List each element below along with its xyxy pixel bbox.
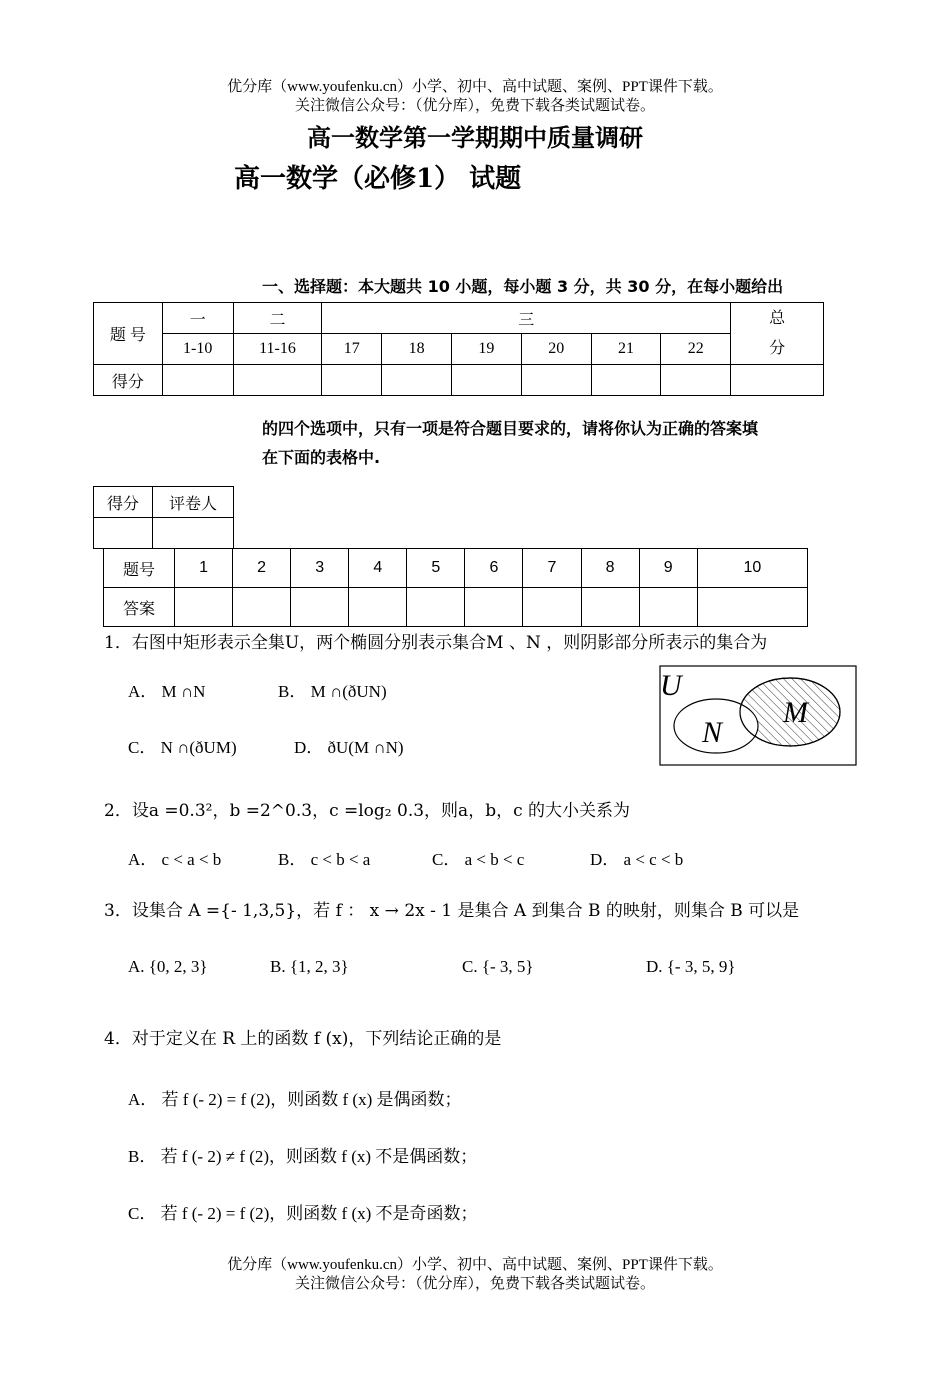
score-table-total xyxy=(731,303,824,365)
question-3-stem: 3．设集合 A ={- 1,3,5}，若 f ： x → 2x - 1 是集合 A 到集合 B 的映射，则集合 B 可以是 xyxy=(104,901,800,921)
section1-intro-a: 一、选择题：本大题共 10 小题，每小题 3 分，共 30 分，在每小题给出 xyxy=(262,277,784,296)
score-table-group-1: 一 xyxy=(162,303,233,334)
question-3-option-c: C. {- 3, 5} xyxy=(462,957,534,976)
answer-number: 3 xyxy=(291,549,349,588)
score-table-row-label: 题 号 xyxy=(94,303,163,365)
answer-cell[interactable] xyxy=(523,588,581,627)
score-row-label: 得分 xyxy=(94,365,163,396)
score-col: 22 xyxy=(661,334,731,365)
question-1-stem: 1．右图中矩形表示全集U，两个椭圆分别表示集合M 、N ，则阴影部分所表示的集合为 xyxy=(104,633,768,653)
question-4-option-a: A． 若 f (- 2) = f (2)，则函数 f (x) 是偶函数； xyxy=(128,1090,462,1109)
question-1-option-b: B． M ∩(ðUN) xyxy=(278,682,387,701)
score-table-group-2: 二 xyxy=(233,303,322,334)
score-cell[interactable] xyxy=(382,365,452,396)
question-4-option-b: B． 若 f (- 2) ≠ f (2)，则函数 f (x) 不是偶函数； xyxy=(128,1147,478,1166)
score-cell[interactable] xyxy=(521,365,591,396)
score-col: 20 xyxy=(521,334,591,365)
label-n: N xyxy=(702,716,723,749)
answer-number: 10 xyxy=(697,549,807,588)
question-4-stem: 4．对于定义在 R 上的函数 f (x)，下列结论正确的是 xyxy=(104,1029,502,1049)
question-1-option-c: C． N ∩(ðUM) xyxy=(128,738,237,757)
score-cell[interactable] xyxy=(591,365,661,396)
header-line-1: 优分库（www.youfenku.cn）小学、初中、高中试题、案例、PPT课件下载。 xyxy=(227,79,723,95)
answer-cell[interactable] xyxy=(581,588,639,627)
footer-line-2: 关注微信公众号：（优分库），免费下载各类试题试卷。 xyxy=(294,1276,655,1292)
label-m: M xyxy=(783,696,808,729)
score-table-group-3: 三 xyxy=(322,303,731,334)
grader-score-label: 得分 xyxy=(94,487,153,518)
page-subtitle: 高一数学（必修1） 试题 xyxy=(234,164,522,194)
answer-number: 5 xyxy=(407,549,465,588)
question-1-option-a: A． M ∩N xyxy=(128,682,206,701)
answer-row-label: 答案 xyxy=(104,588,175,627)
header-line-2: 关注微信公众号：（优分库），免费下载各类试题试卷。 xyxy=(294,98,655,114)
score-cell[interactable] xyxy=(322,365,382,396)
score-col: 11-16 xyxy=(233,334,322,365)
question-3-option-a: A. {0, 2, 3} xyxy=(128,957,208,976)
question-2-option-d: D． a < c < b xyxy=(590,850,684,869)
question-2-option-b: B． c < b < a xyxy=(278,850,371,869)
score-col: 17 xyxy=(322,334,382,365)
section1-intro-c: 在下面的表格中. xyxy=(262,448,381,467)
venn-diagram xyxy=(658,664,858,768)
grader-table xyxy=(93,486,234,549)
answer-cell[interactable] xyxy=(349,588,407,627)
answer-cell[interactable] xyxy=(175,588,233,627)
answer-number: 6 xyxy=(465,549,523,588)
answer-cell[interactable] xyxy=(639,588,697,627)
question-4-option-c: C． 若 f (- 2) = f (2)，则函数 f (x) 不是奇函数； xyxy=(128,1204,478,1223)
score-cell[interactable] xyxy=(452,365,522,396)
answer-table xyxy=(103,548,808,627)
score-cell[interactable] xyxy=(233,365,322,396)
answer-cell[interactable] xyxy=(697,588,807,627)
answer-table-label: 题号 xyxy=(104,549,175,588)
question-2-stem: 2．设a =0.3²，b =2^0.3，c =log₂ 0.3，则a，b，c 的大小关系为 xyxy=(104,801,630,821)
answer-cell[interactable] xyxy=(465,588,523,627)
question-2-option-c: C． a < b < c xyxy=(432,850,525,869)
score-cell[interactable] xyxy=(162,365,233,396)
answer-number: 4 xyxy=(349,549,407,588)
answer-cell[interactable] xyxy=(233,588,291,627)
question-3-option-d: D. {- 3, 5, 9} xyxy=(646,957,736,976)
answer-number: 2 xyxy=(233,549,291,588)
answer-number: 9 xyxy=(639,549,697,588)
score-col: 21 xyxy=(591,334,661,365)
score-col: 1-10 xyxy=(162,334,233,365)
answer-number: 8 xyxy=(581,549,639,588)
grader-score-cell[interactable] xyxy=(94,518,153,549)
question-1-option-d: D． ðU(M ∩N) xyxy=(294,738,404,757)
total-label-b: 分 xyxy=(769,339,786,357)
answer-number: 7 xyxy=(523,549,581,588)
answer-cell[interactable] xyxy=(291,588,349,627)
score-table xyxy=(93,302,824,396)
grader-name-cell[interactable] xyxy=(153,518,234,549)
question-3-option-b: B. {1, 2, 3} xyxy=(270,957,349,976)
score-cell[interactable] xyxy=(661,365,731,396)
answer-cell[interactable] xyxy=(407,588,465,627)
question-2-option-a: A． c < a < b xyxy=(128,850,222,869)
grader-label: 评卷人 xyxy=(153,487,234,518)
score-cell[interactable] xyxy=(731,365,824,396)
page-title: 高一数学第一学期期中质量调研 xyxy=(307,123,643,152)
score-col: 18 xyxy=(382,334,452,365)
footer-line-1: 优分库（www.youfenku.cn）小学、初中、高中试题、案例、PPT课件下载。 xyxy=(227,1257,723,1273)
score-col: 19 xyxy=(452,334,522,365)
section1-intro-b: 的四个选项中，只有一项是符合题目要求的，请将你认为正确的答案填 xyxy=(262,419,759,438)
label-u: U xyxy=(660,669,682,702)
total-label-a: 总 xyxy=(769,309,786,327)
answer-number: 1 xyxy=(175,549,233,588)
